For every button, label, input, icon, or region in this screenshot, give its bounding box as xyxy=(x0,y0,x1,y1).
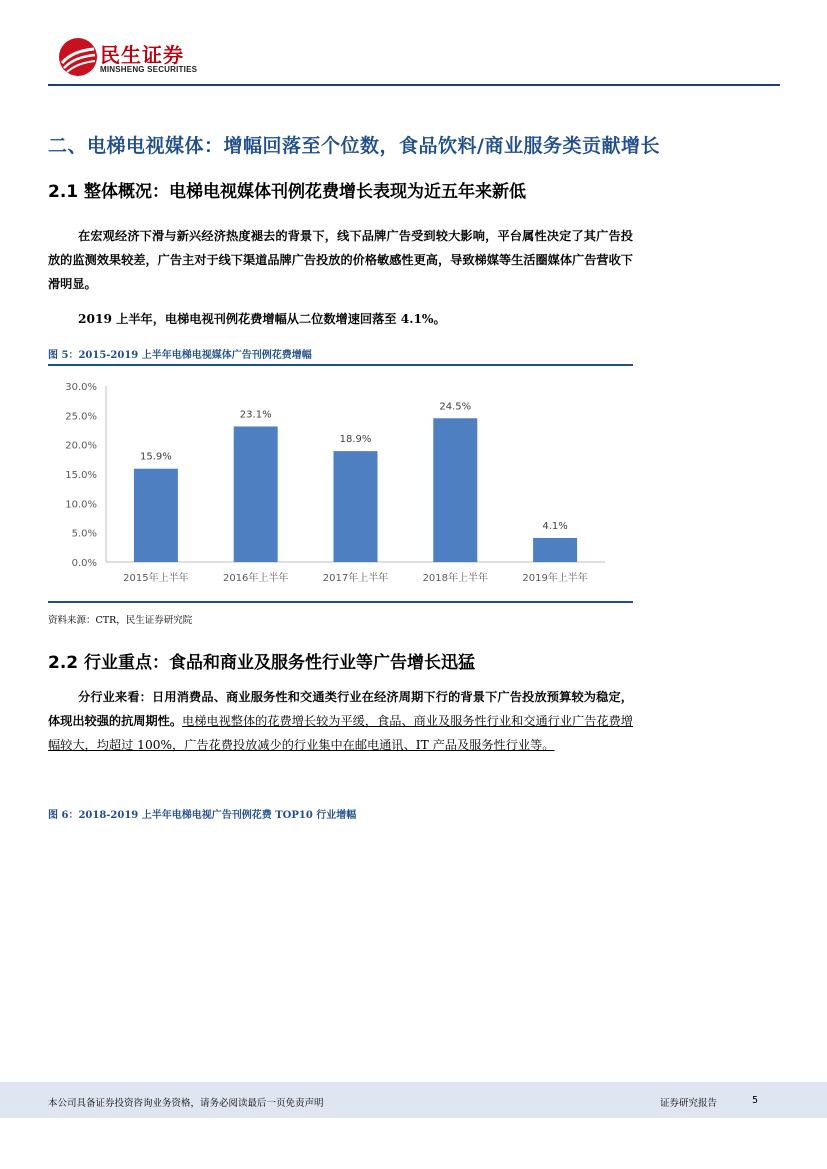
figure-5-title: 图 5：2015-2019 上半年电梯电视媒体广告刊例花费增幅 xyxy=(48,350,312,361)
paragraph-industry xyxy=(48,685,633,757)
data-label: 24.5% xyxy=(439,401,472,413)
y-tick-label: 10.0% xyxy=(65,499,97,511)
bar xyxy=(134,469,178,562)
x-tick-label: 2018年上半年 xyxy=(422,573,489,584)
subsection-title-2-1: 2.1 整体概况：电梯电视媒体刊例花费增长表现为近五年来新低 xyxy=(48,182,527,202)
footer-page-number: 5 xyxy=(752,1095,759,1106)
paragraph-overview-text: 在宏观经济下滑与新兴经济热度褪去的背景下，线下品牌广告受到较大影响，平台属性决定了其广告投放的监测效果较差，广告主对于线下渠道品牌广告投放的价格敏感性更高，导致梯媒等生活圈媒体广告营收下滑明显。 xyxy=(48,229,633,291)
paragraph-overview xyxy=(48,224,633,296)
logo-chinese-name: 民生证券 xyxy=(100,43,184,67)
y-tick-label: 25.0% xyxy=(65,411,97,423)
figure-5-top-rule xyxy=(48,364,633,366)
paragraph-industry-rest: 电梯电视整体的花费增长较为平缓，食品、商业及服务性行业和交通行业广告花费增幅较大，均超过 100%，广告花费投放减少的行业集中在邮电通讯、IT 产品及服务性行业等。 xyxy=(48,714,633,752)
data-label: 18.9% xyxy=(339,434,372,446)
y-tick-label: 30.0% xyxy=(65,382,97,393)
footer-disclaimer: 本公司具备证券投资咨询业务资格，请务必阅读最后一页免责声明 xyxy=(48,1098,324,1109)
subsection-title-2-2: 2.2 行业重点：食品和商业及服务性行业等广告增长迅猛 xyxy=(48,653,476,673)
logo-english-name: MINSHENG SECURITIES xyxy=(100,65,198,74)
bar xyxy=(533,538,577,562)
figure-5-bottom-rule xyxy=(48,601,633,603)
bar xyxy=(234,426,278,562)
bar-chart xyxy=(48,368,633,598)
figure-5-source: 资料来源：CTR，民生证券研究院 xyxy=(48,615,193,626)
x-tick-label: 2019年上半年 xyxy=(522,573,588,584)
x-tick-label: 2017年上半年 xyxy=(322,573,389,584)
company-logo xyxy=(58,37,210,77)
paragraph-growth xyxy=(48,307,633,331)
section-title: 二、电梯电视媒体：增幅回落至个位数，食品饮料/商业服务类贡献增长 xyxy=(48,135,660,157)
y-tick-label: 0.0% xyxy=(71,558,97,569)
footer-report-type: 证券研究报告 xyxy=(660,1098,718,1109)
data-label: 23.1% xyxy=(239,409,272,421)
y-tick-label: 5.0% xyxy=(71,528,97,540)
paragraph-industry-bold: 分行业来看：日用消费品、商业服务性和交通类行业在经济周期下行的背景下广告投放预算较为稳定，体现出较强的抗周期性。 xyxy=(48,690,633,728)
paragraph-growth-text: 2019 上半年，电梯电视刊例花费增幅从二位数增速回落至 4.1%。 xyxy=(78,312,446,326)
bar xyxy=(433,418,477,562)
y-tick-label: 15.0% xyxy=(65,470,97,481)
x-tick-label: 2016年上半年 xyxy=(222,573,289,584)
data-label: 4.1% xyxy=(542,520,568,532)
x-tick-label: 2015年上半年 xyxy=(123,573,189,584)
y-tick-label: 20.0% xyxy=(65,440,97,452)
data-label: 15.9% xyxy=(140,451,172,463)
bar xyxy=(334,451,378,562)
logo-mark-icon xyxy=(58,37,98,77)
figure-6-title: 图 6：2018-2019 上半年电梯电视广告刊例花费 TOP10 行业增幅 xyxy=(48,810,357,821)
header-divider xyxy=(48,84,780,86)
